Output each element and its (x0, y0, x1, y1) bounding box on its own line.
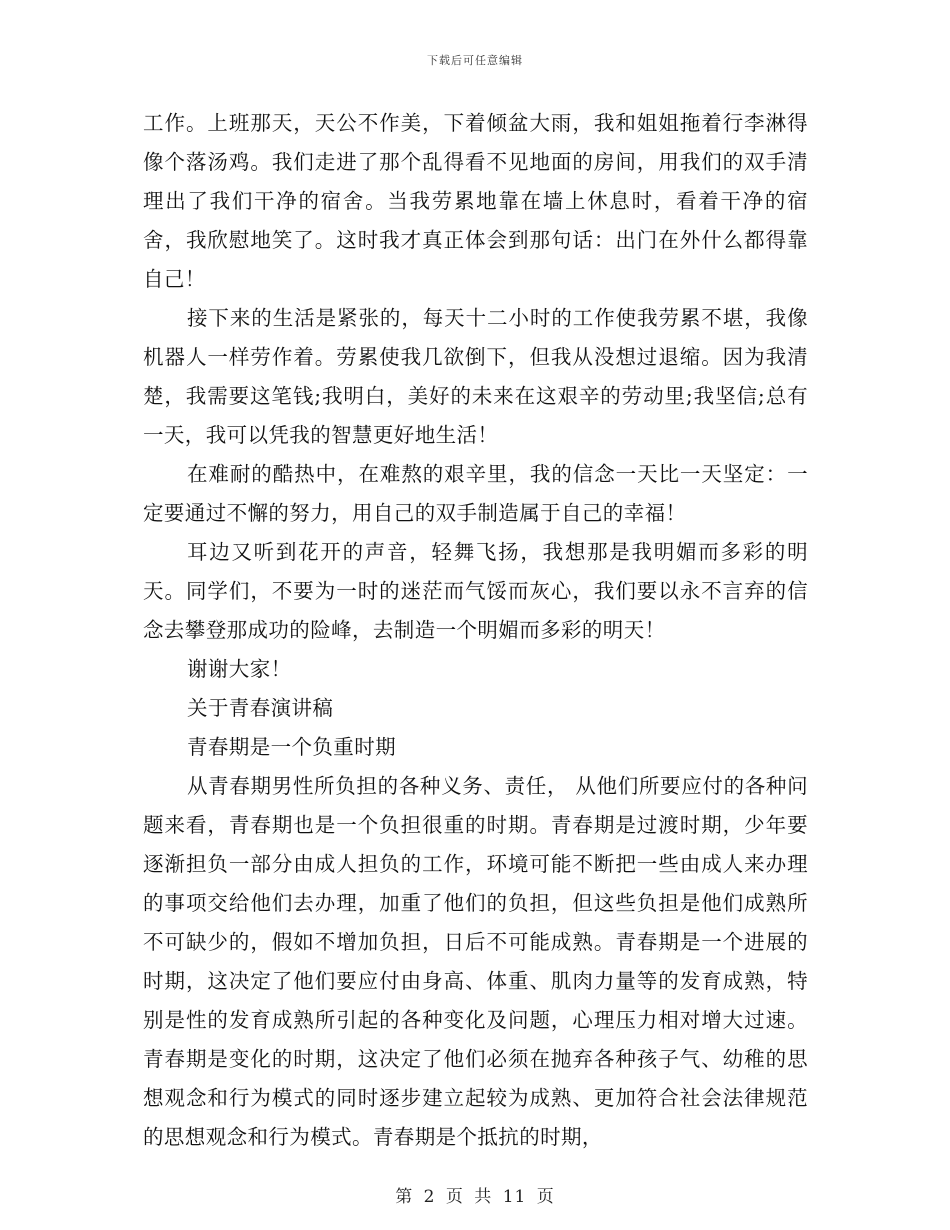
page-number-footer: 第 2 页 共 11 页 (395, 1187, 555, 1207)
paragraph: 在难耐的酷热中，在难熬的艰辛里，我的信念一天比一天坚定：一定要通过不懈的努力，用自己的双手制造属于自己的幸福！ (143, 462, 808, 525)
paragraph: 耳边又听到花开的声音，轻舞飞扬，我想那是我明媚而多彩的明天。同学们，不要为一时的迷茫而气馁而灰心，我们要以永不言弃的信念去攀登那成功的险峰，去制造一个明媚而多彩的明天！ (143, 540, 808, 642)
document-body (143, 104, 808, 1157)
page-header: 下载后可任意编辑 (427, 54, 523, 67)
paragraph-continuation: 工作。上班那天，天公不作美，下着倾盆大雨，我和姐姐拖着行李淋得像个落汤鸡。我们走进了那个乱得看不见地面的房间，用我们的双手清理出了我们干净的宿舍。当我劳累地靠在墙上休息时，看着干净的宿舍，我欣慰地笑了。这时我才真正体会到那句话：出门在外什么都得靠自己！ (143, 111, 808, 291)
closing-line: 谢谢大家！ (187, 657, 292, 681)
paragraph: 从青春期男性所负担的各种义务、责任， 从他们所要应付的各种问题来看，青春期也是一个负担很重的时期。青春期是过渡时期，少年要逐渐担负一部分由成人担负的工作，环境可能不断把一些由成人来办理的事项交给他们去办理，加重了他们的负担，但这些负担是他们成熟所不可缺少的，假如不增加负担，日后不可能成熟。青春期是一个进展的时期，这决定了他们要应付由身高、体重、肌肉力量等的发育成熟，特别是性的发育成熟所引起的各种变化及问题，心理压力相对增大过速。青春期是变化的时期，这决定了他们必须在抛弃各种孩子气、幼稚的思想观念和行为模式的同时逐步建立起较为成熟、更加符合社会法律规范的思想观念和行为模式。青春期是个抵抗的时期， (143, 774, 808, 1149)
section-subtitle: 青春期是一个负重时期 (187, 735, 396, 759)
section-title: 关于青春演讲稿 (187, 696, 334, 720)
paragraph: 接下来的生活是紧张的，每天十二小时的工作使我劳累不堪，我像机器人一样劳作着。劳累使我几欲倒下，但我从没想过退缩。因为我清楚，我需要这笔钱;我明白，美好的未来在这艰辛的劳动里;我坚信;总有一天，我可以凭我的智慧更好地生活！ (143, 306, 808, 447)
